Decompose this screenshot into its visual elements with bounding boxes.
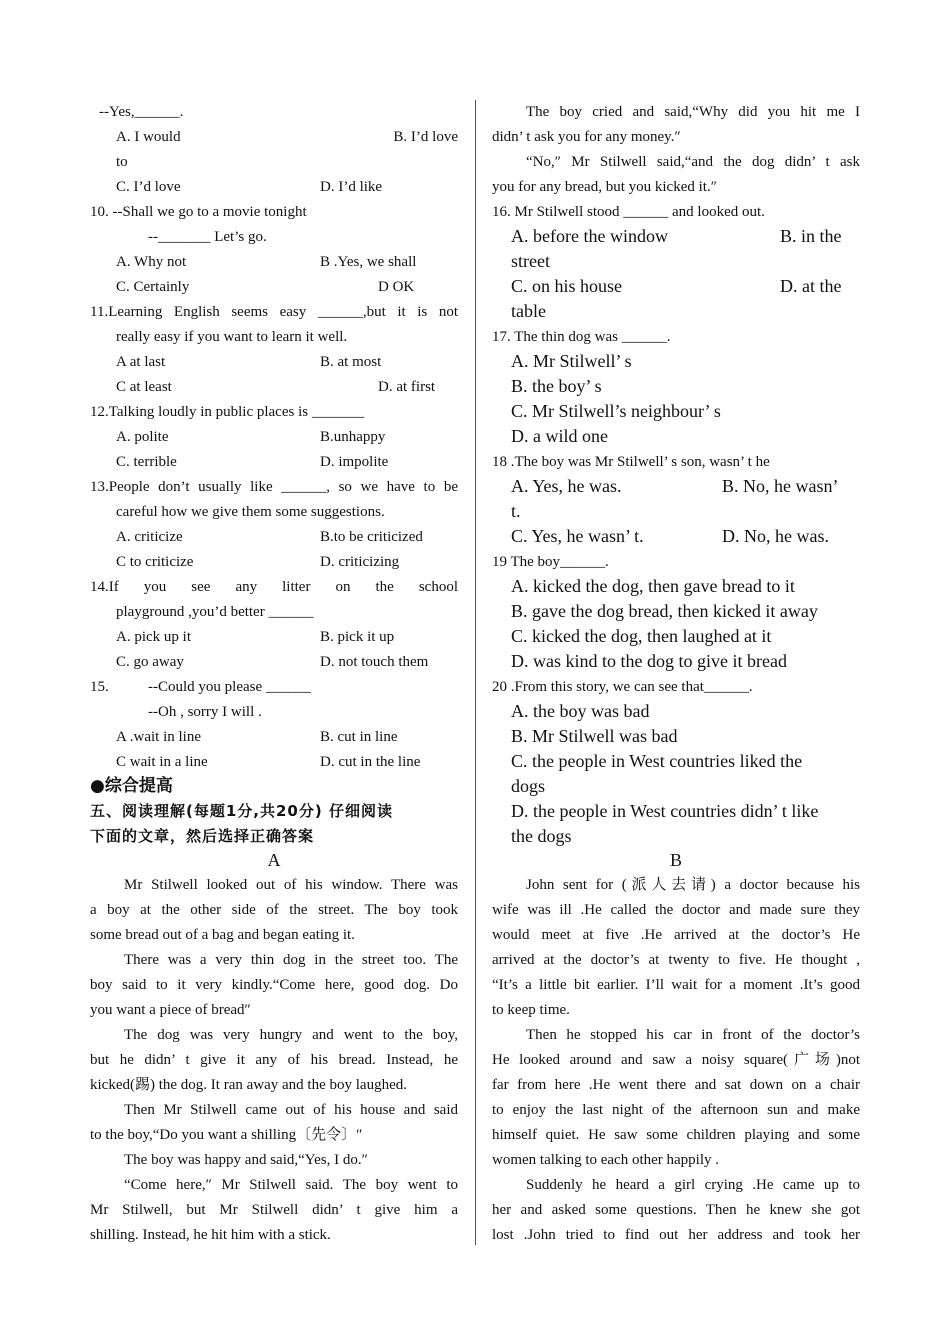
q9-option-b-wrap: to: [116, 154, 128, 170]
passage-a-text: didn’ t ask you for any money.″: [492, 129, 681, 145]
q20-option-a: A. the boy was bad: [511, 701, 650, 721]
q13-option-c: C to criticize: [116, 554, 194, 570]
q15-number: 15.: [90, 679, 109, 695]
q10-stem: 10. --Shall we go to a movie tonight: [90, 204, 307, 220]
passage-a-text: but he didn’ t give it any of his bread. Instead, he: [90, 1052, 458, 1068]
q15-reply: --Oh , sorry I will .: [148, 704, 262, 720]
passage-b-text: arrived at the doctor’s at twenty to five. He thought ,: [492, 952, 860, 968]
section-five-title-line2: 下面的文章，然后选择正确答案: [90, 827, 315, 845]
q16-option-c: C. on his house: [511, 276, 623, 296]
q20-option-d-wrap: the dogs: [511, 826, 572, 846]
q11-option-d: D. at first: [378, 379, 436, 395]
passage-b-text: lost .John tried to find out her address and took her: [492, 1227, 860, 1243]
passage-a-text: kicked(踢) the dog. It ran away and the boy laughed.: [90, 1077, 407, 1093]
q11-option-c: C at least: [116, 379, 172, 395]
passage-b-text: He looked around and saw a noisy square(广场)not: [492, 1052, 860, 1068]
q11-option-b: B. at most: [320, 354, 382, 370]
q19-option-c: C. kicked the dog, then laughed at it: [511, 626, 772, 646]
q17-option-a: A. Mr Stilwell’ s: [511, 351, 632, 371]
passage-a-text: you for any bread, but you kicked it.″: [492, 179, 717, 195]
q19-option-a: A. kicked the dog, then gave bread to it: [511, 576, 795, 596]
passage-a-text: “Come here,″ Mr Stilwell said. The boy went to: [124, 1177, 458, 1193]
q11-option-a: A at last: [116, 354, 166, 370]
q13-option-d: D. criticizing: [320, 554, 400, 570]
passage-b-text: John sent for (派人去请) a doctor because his: [526, 877, 860, 893]
passage-a-text: some bread out of a bag and began eating it.: [90, 927, 355, 943]
q19-option-d: D. was kind to the dog to give it bread: [511, 651, 787, 671]
q9-option-b: B. I’d love: [393, 129, 458, 145]
q20-option-c-wrap: dogs: [511, 776, 546, 796]
passage-b-text: to enjoy the last night of the afternoon sun and make: [492, 1102, 860, 1118]
passage-b-text: to keep time.: [492, 1002, 570, 1018]
q18-option-b: B. No, he wasn’: [722, 476, 839, 496]
passage-b-text: “It’s a little bit earlier. I’ll wait for a moment .It’s good: [492, 977, 860, 993]
section-five-title-line1: 五、阅读理解(每题1分,共20分) 仔细阅读: [90, 802, 393, 820]
passage-b-text: far from here .He went there and sat down on a chair: [492, 1077, 860, 1093]
q20-option-d: D. the people in West countries didn’ t like: [511, 801, 819, 821]
passage-a-text: “No,″ Mr Stilwell said,“and the dog didn’ t ask: [526, 154, 860, 170]
column-divider: [475, 100, 476, 1245]
q16-stem: 16. Mr Stilwell stood ______ and looked out.: [492, 204, 765, 220]
passage-a-text: you want a piece of bread″: [90, 1002, 251, 1018]
q11-stem-line1: 11.Learning English seems easy ______,but it is not: [90, 304, 458, 320]
q15-option-c: C wait in a line: [116, 754, 208, 770]
q9-option-c: C. I’d love: [116, 179, 181, 195]
q13-option-a: A. criticize: [116, 529, 183, 545]
q9-option-d: D. I’d like: [320, 179, 383, 195]
q15-stem: --Could you please ______: [148, 679, 311, 695]
q12-option-a: A. polite: [116, 429, 169, 445]
q16-option-a: A. before the window: [511, 226, 668, 246]
passage-b-text: her and asked some questions. Then he knew she got: [492, 1202, 860, 1218]
q14-stem-line1: 14.If you see any litter on the school: [90, 579, 458, 595]
passage-a-text: a boy at the other side of the street. The boy took: [90, 902, 458, 918]
q12-option-d: D. impolite: [320, 454, 389, 470]
q17-stem: 17. The thin dog was ______.: [492, 329, 671, 345]
q10-option-c: C. Certainly: [116, 279, 190, 295]
q15-option-d: D. cut in the line: [320, 754, 421, 770]
passage-a-text: The boy was happy and said,“Yes, I do.″: [124, 1152, 368, 1168]
passage-a-text: boy said to it very kindly.“Come here, good dog. Do: [90, 977, 458, 993]
q15-option-a: A .wait in line: [116, 729, 201, 745]
q17-option-b: B. the boy’ s: [511, 376, 602, 396]
q9-option-a: A. I would: [116, 129, 181, 145]
q16-option-d-wrap: table: [511, 301, 546, 321]
q14-option-c: C. go away: [116, 654, 184, 670]
q10-option-a: A. Why not: [116, 254, 187, 270]
q18-option-b-wrap: t.: [511, 501, 521, 521]
q10-option-d: D OK: [378, 279, 415, 295]
q10-reply: --_______ Let’s go.: [148, 229, 267, 245]
q19-stem: 19 The boy______.: [492, 554, 609, 570]
section-heading: ●综合提高: [90, 776, 173, 796]
q13-option-b: B.to be criticized: [320, 529, 423, 545]
q14-option-b: B. pick it up: [320, 629, 395, 645]
q20-option-b: B. Mr Stilwell was bad: [511, 726, 678, 746]
passage-a-text: The boy cried and said,“Why did you hit me I: [526, 104, 860, 120]
q19-option-b: B. gave the dog bread, then kicked it away: [511, 601, 818, 621]
q16-option-b-wrap: street: [511, 251, 550, 271]
q17-option-d: D. a wild one: [511, 426, 608, 446]
q12-option-c: C. terrible: [116, 454, 177, 470]
q14-stem-line2: playground ,you’d better ______: [116, 604, 314, 620]
q18-option-a: A. Yes, he was.: [511, 476, 622, 496]
q9-answer-line: --Yes,______.: [99, 104, 184, 120]
passage-b-text: wife was ill .He called the doctor and made sure they: [492, 902, 860, 918]
passage-b-text: women talking to each other happily .: [492, 1152, 720, 1168]
passage-b-text: himself quiet. He saw some children playing and some: [492, 1127, 860, 1143]
q15-option-b: B. cut in line: [320, 729, 398, 745]
q11-stem-line2: really easy if you want to learn it well.: [116, 329, 348, 345]
passage-a-text: Mr Stilwell looked out of his window. There was: [124, 877, 458, 893]
q12-option-b: B.unhappy: [320, 429, 386, 445]
q13-stem-line2: careful how we give them some suggestions.: [116, 504, 385, 520]
q18-option-d: D. No, he was.: [722, 526, 829, 546]
passage-a-text: to the boy,“Do you want a shilling〔先令〕″: [90, 1127, 363, 1143]
q10-option-b: B .Yes, we shall: [320, 254, 417, 270]
passage-a-text: Then Mr Stilwell came out of his house and said: [124, 1102, 458, 1118]
q16-option-d: D. at the: [780, 276, 842, 296]
q13-stem-line1: 13.People don’t usually like ______, so we have to be: [90, 479, 458, 495]
q17-option-c: C. Mr Stilwell’s neighbour’ s: [511, 401, 721, 421]
q14-option-d: D. not touch them: [320, 654, 429, 670]
q14-option-a: A. pick up it: [116, 629, 191, 645]
q20-option-c: C. the people in West countries liked the: [511, 751, 803, 771]
passage-a-text: Mr Stilwell, but Mr Stilwell didn’ t give him a: [90, 1202, 458, 1218]
q20-stem: 20 .From this story, we can see that______.: [492, 679, 753, 695]
passage-b-text: Suddenly he heard a girl crying .He came up to: [526, 1177, 860, 1193]
q18-option-c: C. Yes, he wasn’ t.: [511, 526, 644, 546]
passage-b-label: B: [669, 850, 682, 870]
passage-b-text: would meet at five .He arrived at the doctor’s He: [492, 927, 860, 943]
passage-a-label: A: [267, 850, 281, 870]
q18-stem: 18 .The boy was Mr Stilwell’ s son, wasn’ t he: [492, 454, 770, 470]
passage-a-text: There was a very thin dog in the street too. The: [124, 952, 458, 968]
passage-a-text: shilling. Instead, he hit him with a stick.: [90, 1227, 331, 1243]
q16-option-b: B. in the: [780, 226, 842, 246]
passage-b-text: Then he stopped his car in front of the doctor’s: [526, 1027, 860, 1043]
q12-stem: 12.Talking loudly in public places is _______: [90, 404, 365, 420]
passage-a-text: The dog was very hungry and went to the boy,: [124, 1027, 458, 1043]
